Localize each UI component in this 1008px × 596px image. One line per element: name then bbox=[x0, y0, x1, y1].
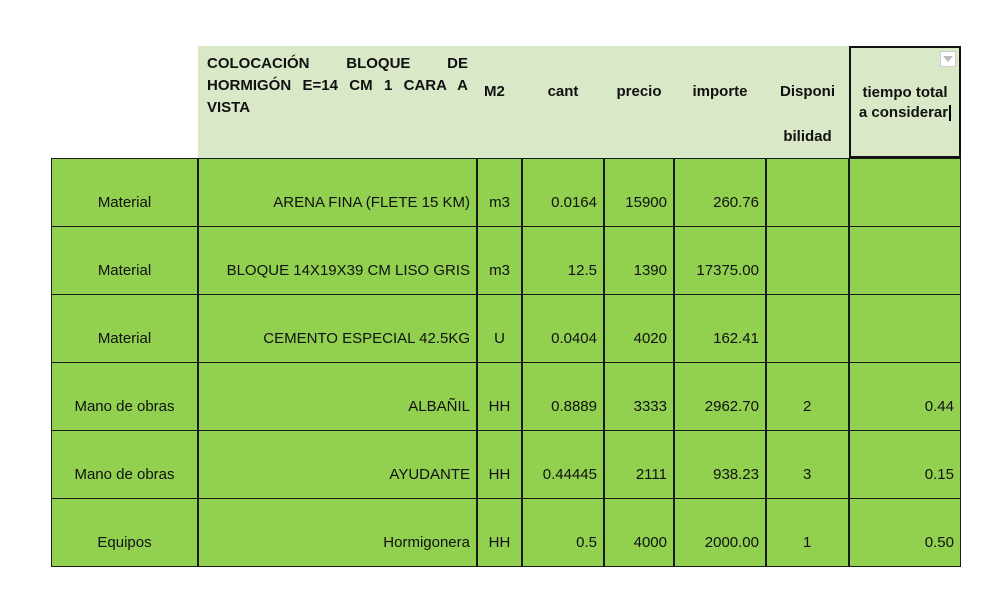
header-disponibilidad-line2: bilidad bbox=[783, 128, 832, 145]
precio-value: 2111 bbox=[635, 466, 667, 483]
cell-disponibilidad[interactable] bbox=[766, 226, 849, 295]
unidad-value: HH bbox=[488, 466, 511, 483]
text-cursor bbox=[949, 105, 951, 121]
tiempo-value: 0.50 bbox=[924, 534, 954, 551]
header-tiempo-cell[interactable] bbox=[849, 46, 961, 158]
cell-disponibilidad[interactable] bbox=[766, 430, 849, 499]
cell-precio[interactable] bbox=[604, 158, 674, 227]
descripcion-value: AYUDANTE bbox=[389, 466, 470, 483]
cell-cant[interactable] bbox=[522, 430, 604, 499]
header-disponibilidad-line1: Disponi bbox=[780, 83, 835, 100]
cant-value: 0.0164 bbox=[551, 194, 597, 211]
descripcion-value: BLOQUE 14X19X39 CM LISO GRIS bbox=[226, 262, 470, 279]
descripcion-value: CEMENTO ESPECIAL 42.5KG bbox=[263, 330, 470, 347]
importe-value: 2000.00 bbox=[704, 534, 759, 551]
header-precio-cell[interactable] bbox=[604, 46, 674, 158]
tiempo-value: 0.15 bbox=[924, 466, 954, 483]
cell-cant[interactable] bbox=[522, 498, 604, 567]
cell-tipo[interactable] bbox=[51, 430, 198, 499]
cell-importe[interactable] bbox=[674, 294, 766, 363]
unidad-value: m3 bbox=[489, 262, 510, 279]
descripcion-value: ALBAÑIL bbox=[408, 398, 470, 415]
precio-value: 4000 bbox=[633, 534, 667, 551]
tipo-value: Material bbox=[97, 262, 152, 279]
header-title-cell[interactable] bbox=[198, 46, 477, 158]
tipo-value: Material bbox=[97, 194, 152, 211]
tipo-value: Equipos bbox=[97, 534, 152, 551]
cell-precio[interactable] bbox=[604, 294, 674, 363]
disponibilidad-value: 1 bbox=[803, 534, 812, 551]
cell-descripcion[interactable] bbox=[198, 294, 477, 363]
header-disponibilidad-cell[interactable] bbox=[766, 46, 849, 158]
cell-tiempo[interactable] bbox=[849, 226, 961, 295]
cell-unidad[interactable] bbox=[477, 226, 522, 295]
unidad-value: HH bbox=[488, 534, 511, 551]
cant-value: 0.44445 bbox=[542, 466, 597, 483]
cell-tipo[interactable] bbox=[51, 498, 198, 567]
cell-unidad[interactable] bbox=[477, 430, 522, 499]
cell-cant[interactable] bbox=[522, 226, 604, 295]
cell-cant[interactable] bbox=[522, 294, 604, 363]
tipo-value: Material bbox=[97, 330, 152, 347]
cell-precio[interactable] bbox=[604, 430, 674, 499]
cant-value: 12.5 bbox=[567, 262, 597, 279]
cell-disponibilidad[interactable] bbox=[766, 158, 849, 227]
precio-value: 15900 bbox=[625, 194, 667, 211]
header-title: COLOCACIÓN BLOQUE DE HORMIGÓN E=14 CM 1 CARA A VISTA bbox=[207, 55, 468, 116]
cant-value: 0.0404 bbox=[551, 330, 597, 347]
cell-tipo[interactable] bbox=[51, 362, 198, 431]
cell-precio[interactable] bbox=[604, 226, 674, 295]
cell-importe[interactable] bbox=[674, 430, 766, 499]
header-unit: M2 bbox=[484, 83, 505, 100]
cell-tiempo[interactable] bbox=[849, 362, 961, 431]
header-tiempo-line1: tiempo total bbox=[862, 84, 948, 101]
cell-unidad[interactable] bbox=[477, 498, 522, 567]
cell-descripcion[interactable] bbox=[198, 362, 477, 431]
cant-value: 0.8889 bbox=[551, 398, 597, 415]
precio-value: 3333 bbox=[633, 398, 667, 415]
importe-value: 260.76 bbox=[713, 194, 759, 211]
tiempo-value: 0.44 bbox=[924, 398, 954, 415]
cell-tiempo[interactable] bbox=[849, 294, 961, 363]
header-importe-cell[interactable] bbox=[674, 46, 766, 158]
cell-disponibilidad[interactable] bbox=[766, 362, 849, 431]
precio-value: 1390 bbox=[633, 262, 667, 279]
header-cant: cant bbox=[547, 83, 579, 100]
disponibilidad-value: 2 bbox=[803, 398, 812, 415]
cell-cant[interactable] bbox=[522, 362, 604, 431]
cell-importe[interactable] bbox=[674, 498, 766, 567]
unidad-value: HH bbox=[488, 398, 511, 415]
cell-importe[interactable] bbox=[674, 362, 766, 431]
cell-precio[interactable] bbox=[604, 498, 674, 567]
unidad-value: U bbox=[494, 330, 505, 347]
importe-value: 2962.70 bbox=[704, 398, 759, 415]
cell-tipo[interactable] bbox=[51, 226, 198, 295]
descripcion-value: ARENA FINA (FLETE 15 KM) bbox=[273, 194, 470, 211]
cell-tipo[interactable] bbox=[51, 158, 198, 227]
cell-tiempo[interactable] bbox=[849, 498, 961, 567]
header-cant-cell[interactable] bbox=[522, 46, 604, 158]
header-tiempo-line2: a considerar bbox=[858, 104, 949, 121]
cell-disponibilidad[interactable] bbox=[766, 294, 849, 363]
cell-descripcion[interactable] bbox=[198, 158, 477, 227]
cell-cant[interactable] bbox=[522, 158, 604, 227]
cell-importe[interactable] bbox=[674, 226, 766, 295]
cell-descripcion[interactable] bbox=[198, 226, 477, 295]
cell-precio[interactable] bbox=[604, 362, 674, 431]
cell-unidad[interactable] bbox=[477, 158, 522, 227]
disponibilidad-value: 3 bbox=[803, 466, 812, 483]
importe-value: 938.23 bbox=[713, 466, 759, 483]
precio-value: 4020 bbox=[633, 330, 667, 347]
filter-dropdown-icon[interactable] bbox=[940, 51, 956, 67]
importe-value: 162.41 bbox=[713, 330, 759, 347]
tipo-value: Mano de obras bbox=[74, 466, 175, 483]
header-importe: importe bbox=[692, 83, 748, 100]
cell-unidad[interactable] bbox=[477, 362, 522, 431]
cell-tiempo[interactable] bbox=[849, 158, 961, 227]
cell-disponibilidad[interactable] bbox=[766, 498, 849, 567]
cant-value: 0.5 bbox=[576, 534, 597, 551]
cell-descripcion[interactable] bbox=[198, 498, 477, 567]
cell-tipo[interactable] bbox=[51, 294, 198, 363]
unidad-value: m3 bbox=[489, 194, 510, 211]
cell-unidad[interactable] bbox=[477, 294, 522, 363]
tipo-value: Mano de obras bbox=[74, 398, 175, 415]
descripcion-value: Hormigonera bbox=[383, 534, 470, 551]
cell-tiempo[interactable] bbox=[849, 430, 961, 499]
header-precio: precio bbox=[616, 83, 662, 100]
cell-importe[interactable] bbox=[674, 158, 766, 227]
cell-descripcion[interactable] bbox=[198, 430, 477, 499]
importe-value: 17375.00 bbox=[696, 262, 759, 279]
header-unit-cell[interactable] bbox=[477, 46, 522, 158]
